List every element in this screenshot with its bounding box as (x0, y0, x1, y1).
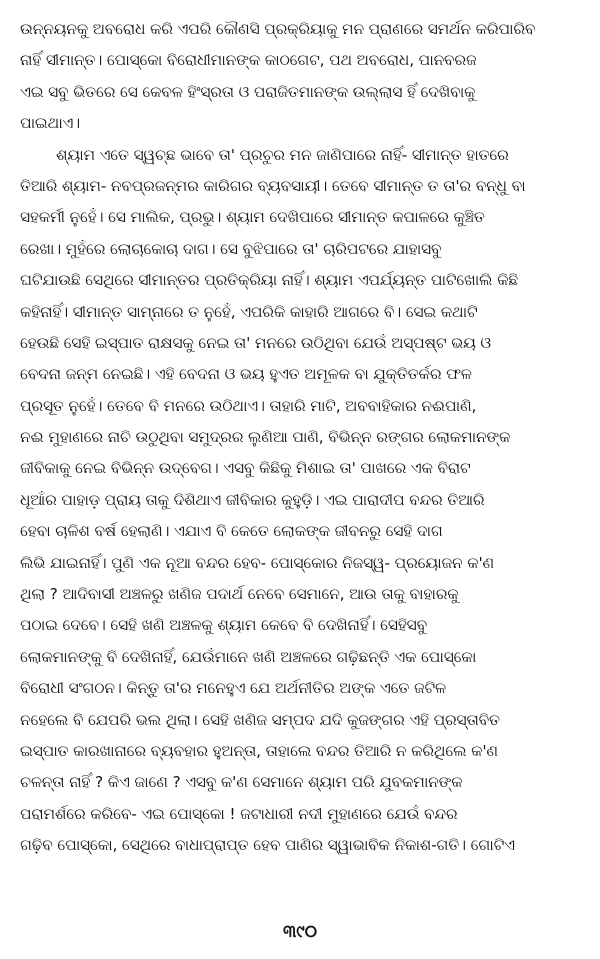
text-line-22: ବିରୋଧୀ ସଂଗଠନ। କିନ୍ତୁ ତା'ର ମନେହୁଏ ଯେ ଅର୍ଥନୀତିର ଅଙ୍କ ଏତେ ଜଟିଳ (20, 679, 446, 698)
text-line-23: ନହେଲେ ବି ଯେପରି ଭଲ ଥିଲା। ସେହି ଖଣିଜ ସମ୍ପଦ ଯଦି କୁଜଙ୍ଗର ଏହି ପ୍ରସ୍ତାବିତ (20, 710, 500, 729)
text-line-27: ଗଢ଼ିବ ପୋସ୍କୋ, ସେଥିରେ ବାଧାପ୍ରାପ୍ତ ହେବ ପାଣିର ସ୍ୱାଭାବିକ ନିକାଶ-ଗତି। ଗୋଟିଏ (20, 836, 515, 855)
text-line-4: ପାଇଥାଏ। (20, 114, 81, 133)
text-line-6: ତିଆରି ଶ୍ୟାମ- ନବପ୍ରଜନ୍ମର କାରିଗର ବ୍ୟବସାୟୀ। ତେବେ ସୀମାନ୍ତ ତ ତା'ର ବନ୍ଧୁ ବା (20, 176, 526, 195)
page-number: ୩୯୦ (282, 922, 318, 942)
text-line-24: ଇସ୍ପାତ କାରଖାନାରେ ବ୍ୟବହାର ହୁଅନ୍ତା, ତାହାଲେ ବନ୍ଦର ତିଆରି ନ କରିଥିଲେ କ'ଣ (20, 741, 498, 760)
body-text (20, 14, 584, 862)
text-line-10: କହିନାହିଁ। ସୀମାନ୍ତ ସାମ୍ନାରେ ତ ନୁହେଁ, ଏପରିକି କାହାରି ଆଗରେ ବି। ସେଇ କଥାଟି (20, 302, 478, 321)
text-line-21: ଲୋକମାନଙ୍କୁ ବି ଦେଖିନାହିଁ, ଯେଉଁମାନେ ଖଣି ଅଞ୍ଚଳରେ ଗଢ଼ିଛନ୍ତି ଏକ ପୋସ୍କୋ (20, 647, 477, 666)
text-line-8: ରେଖା। ମୁହଁରେ ଲୋଚାକୋଚା ଦାଗ। ସେ ବୁଝିପାରେ ତା' ଚାରିପଟରେ ଯାହାସବୁ (20, 239, 442, 258)
text-line-7: ସହକର୍ମୀ ନୁହେଁ। ସେ ମାଲିକ, ପ୍ରଭୁ। ଶ୍ୟାମ ଦେଖିପାରେ ସୀମାନ୍ତ କପାଳରେ କୁଞ୍ଚିତ (20, 208, 485, 227)
text-line-9: ଘଟିଯାଉଛି ସେଥିରେ ସୀମାନ୍ତର ପ୍ରତିକ୍ରିୟା ନାହିଁ। ଶ୍ୟାମ ଏପର୍ଯ୍ୟନ୍ତ ପାଟିଖୋଲି କିଛି (20, 271, 518, 290)
text-line-11: ହେଉଛି ସେହି ଇସ୍ପାତ ରାକ୍ଷସକୁ ନେଇ ତା' ମନରେ ଉଠିଥିବା ଯେଉଁ ଅସ୍ପଷ୍ଟ ଭୟ ଓ (20, 333, 491, 352)
text-line-3: ଏଇ ସବୁ ଭିତରେ ସେ କେବଳ ହିଂସ୍ରତା ଓ ପରାଜିତମାନଙ୍କ ଉଲ୍ଲାସ ହିଁ ଦେଖିବାକୁ (20, 82, 476, 101)
text-line-17: ହେବା ଚାଳିଶ ବର୍ଷ ହେଲାଣି। ଏଯାଏ ବି କେତେ ଲୋକଙ୍କ ଜୀବନରୁ ସେହି ଦାଗ (20, 522, 443, 541)
text-line-1: ଉନ୍ନୟନକୁ ଅବରୋଧ କରି ଏପରି କୌଣସି ପ୍ରକ୍ରିୟାକୁ ମନ ପ୍ରାଣରେ ସମର୍ଥନ କରିପାରିବ (20, 20, 536, 38)
text-line-20: ପଠାଇ ଦେବେ। ସେହି ଖଣି ଅଞ୍ଚଳକୁ ଶ୍ୟାମ କେବେ ବି ଦେଖିନାହିଁ। ସେହିସବୁ (20, 616, 427, 635)
text-line-5-paragraph-start: ଶ୍ୟାମ ଏତେ ସ୍ୱଚ୍ଛ ଭାବେ ତା' ପ୍ରଚୁର ମନ ଜାଣିପାରେ ନାହିଁ- ସୀମାନ୍ତ ହାତରେ (56, 145, 509, 164)
text-line-13: ପ୍ରସୂତ ନୁହେଁ। ତେବେ ବି ମନରେ ଉଠିଥାଏ। ତାହାରି ମାଟି, ଅବବାହିକାର ନଈପାଣି, (20, 396, 477, 415)
text-line-25: ଚଳନ୍ତା ନାହିଁ ? କିଏ ଜାଣେ ? ଏସବୁ କ'ଣ ସେମାନେ ଶ୍ୟାମ ପରି ଯୁବକମାନଙ୍କ (20, 773, 463, 792)
text-line-15: ଜୀବିକାକୁ ନେଇ ବିଭିନ୍ନ ଉଦ୍‌ବେଗ। ଏସବୁ କିଛିକୁ ମିଶାଇ ତା' ପାଖରେ ଏକ ବିରାଟ (20, 459, 471, 478)
text-line-26: ପରାମର୍ଶରେ କରିବେ- ଏଇ ପୋସ୍କୋ ! ଜଟାଧାରୀ ନଦୀ ମୁହାଣରେ ଯେଉଁ ବନ୍ଦର (20, 804, 458, 823)
text-line-2: ନାହିଁ ସୀମାନ୍ତ। ପୋସ୍କୋ ବିରୋଧୀମାନଙ୍କ କାଠଗେଟ, ପଥ ଅବରୋଧ, ପାନବରଜ (20, 51, 477, 70)
text-line-12: ବେଦନା ଜନ୍ମ ନେଇଛି। ଏହି ବେଦନା ଓ ଭୟ ହୁଏତ ଅମୂଳକ ବା ଯୁକ୍ତିତର୍କର ଫଳ (20, 365, 472, 384)
text-line-19: ଥିଲା ? ଆଦିବାସୀ ଅଞ୍ଚଳରୁ ଖଣିଜ ପଦାର୍ଥ ନେବେ ସେମାନେ, ଆଉ ତାକୁ ବାହାରକୁ (20, 585, 459, 604)
text-line-18: ଲିଭି ଯାଇନାହିଁ। ପୁଣି ଏକ ନୂଆ ବନ୍ଦର ହେବ- ପୋସ୍କୋର ନିଜସ୍ୱ- ପ୍ରୟୋଜନ କ'ଣ (20, 553, 495, 572)
text-line-16: ଧୂଆଁର ପାହାଡ଼ ପ୍ରାୟ ତାକୁ ଦିଶିଥାଏ ଜୀବିକାର କୁହୁଡ଼ି। ଏଇ ପାରାଦୀପ ବନ୍ଦର ତିଆରି (20, 490, 485, 509)
text-line-14: ନଈ ମୁହାଣରେ ନାଚି ଉଠୁଥିବା ସମୁଦ୍ରର ଲୁଣିଆ ପାଣି, ବିଭିନ୍ନ ରଙ୍ଗର ଲୋକମାନଙ୍କ (20, 428, 511, 447)
